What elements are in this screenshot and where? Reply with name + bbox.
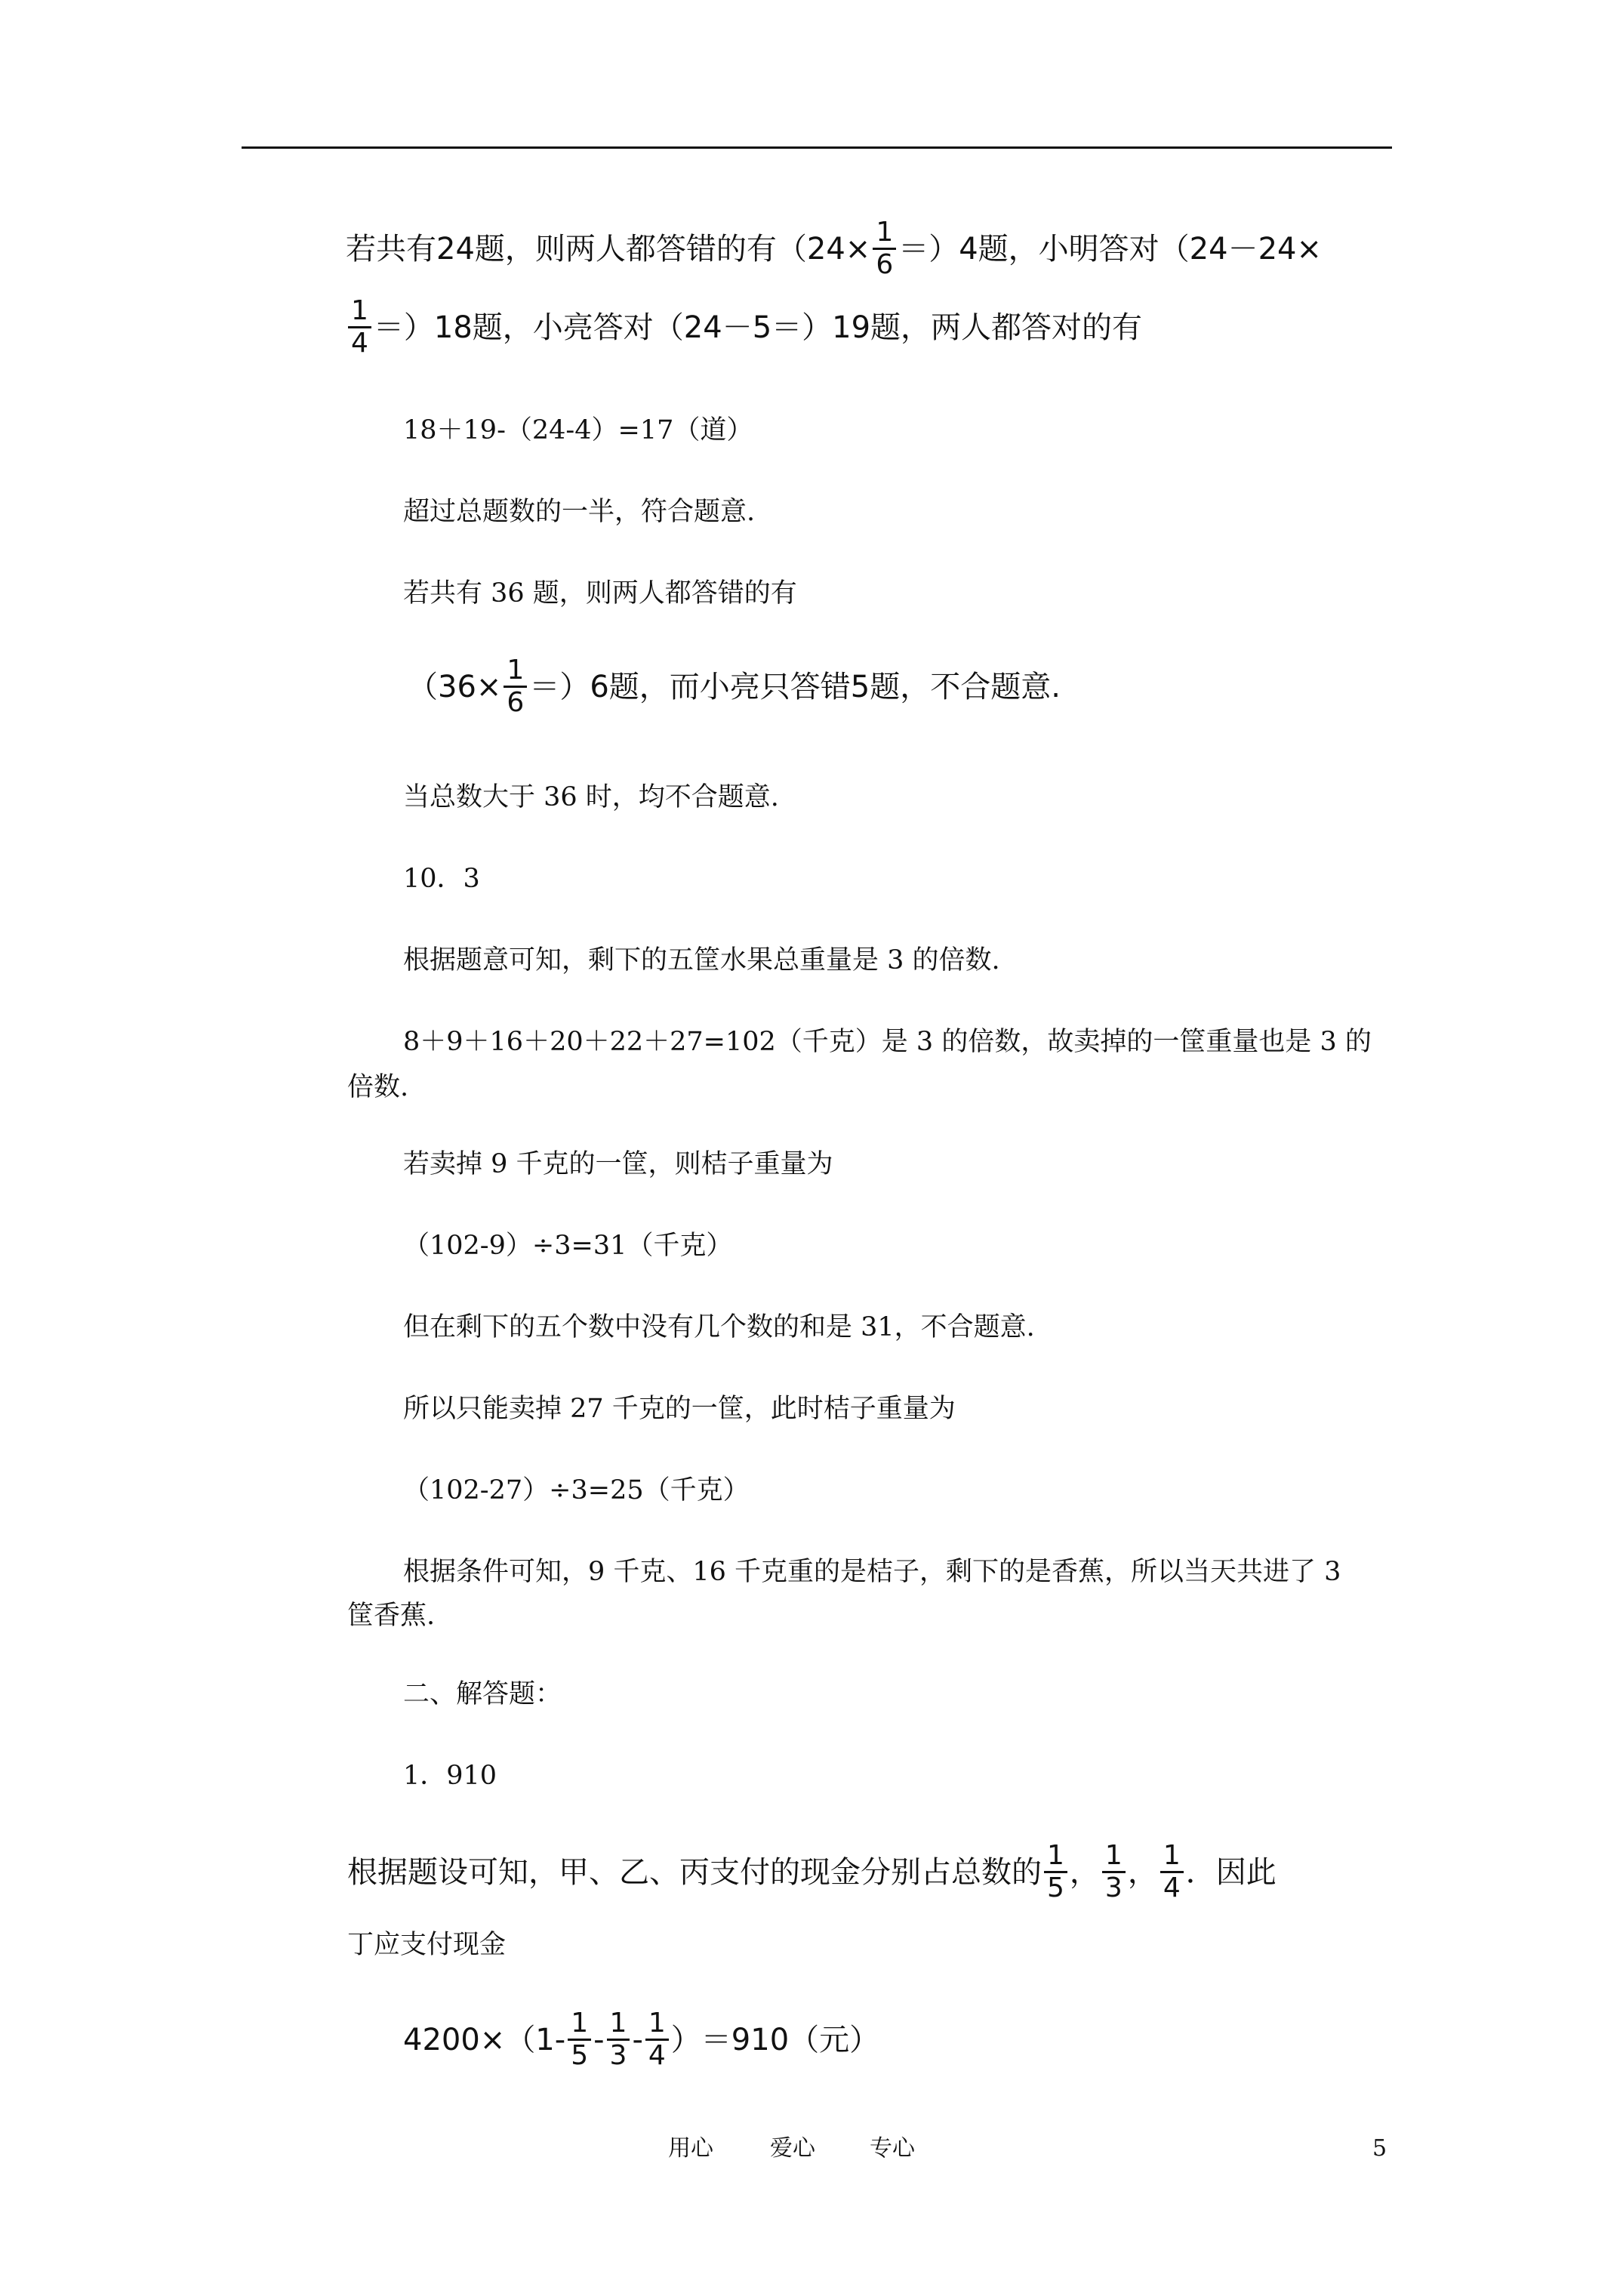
math-line-3 [408, 655, 1061, 718]
paragraph: 丁应支付现金 [347, 1930, 507, 1960]
fraction: $\frac{1}{4}$ [645, 2008, 669, 2071]
math-line-2 [346, 296, 1142, 359]
paragraph: 8＋9＋16＋20＋22＋27=102（千克）是 3 的倍数，故卖掉的一筐重量也是 3 的 [403, 1027, 1372, 1057]
fraction: $\frac{1}{6}$ [873, 217, 896, 280]
math-line-1 [346, 217, 1322, 280]
fraction: $\frac{1}{4}$ [1160, 1841, 1184, 1903]
math-text: - [632, 2022, 643, 2057]
footer-motto-1: 用心 [668, 2135, 713, 2162]
paragraph: 超过总题数的一半，符合题意. [403, 497, 756, 527]
fraction: $\frac{1}{3}$ [1102, 1841, 1126, 1903]
math-text: 4200×（1- [403, 2022, 566, 2057]
footer-motto-3: 专心 [870, 2135, 915, 2162]
paragraph: 10．3 [403, 864, 480, 894]
math-text: （36× [408, 669, 502, 704]
math-text: ， [1069, 1854, 1100, 1890]
paragraph: 根据题意可知，剩下的五筐水果总重量是 3 的倍数. [403, 945, 1000, 975]
math-text: ．因此 [1185, 1854, 1277, 1890]
page-number: 5 [1372, 2135, 1387, 2162]
math-text: ＝）18题，小亮答对（24－5＝）19题，两人都答对的有 [373, 310, 1143, 345]
math-text: - [593, 2022, 605, 2057]
math-text: ＝）6题，而小亮只答错5题，不合题意. [529, 669, 1061, 704]
math-text: ）＝910（元） [670, 2022, 880, 2057]
math-line-5 [403, 2008, 879, 2071]
math-text: 若共有24题，则两人都答错的有（24× [346, 231, 871, 267]
paragraph: 倍数. [347, 1072, 409, 1102]
paragraph: 当总数大于 36 时，均不合题意. [403, 782, 779, 812]
paragraph: 但在剩下的五个数中没有几个数的和是 31，不合题意. [403, 1312, 1035, 1342]
section-heading: 二、解答题： [403, 1679, 562, 1709]
fraction: $\frac{1}{5}$ [1044, 1841, 1067, 1903]
math-text: ， [1127, 1854, 1158, 1890]
paragraph: 若卖掉 9 千克的一筐，则桔子重量为 [403, 1149, 833, 1179]
fraction: $\frac{1}{3}$ [607, 2008, 630, 2071]
math-text: 根据题设可知，甲、乙、丙支付的现金分别占总数的 [347, 1854, 1042, 1890]
fraction: $\frac{1}{6}$ [504, 655, 527, 718]
math-text: ＝）4题，小明答对（24－24× [898, 231, 1322, 267]
paragraph: 筐香蕉. [347, 1601, 436, 1631]
paragraph: 若共有 36 题，则两人都答错的有 [403, 578, 797, 609]
paragraph: 1．910 [403, 1761, 497, 1791]
fraction: $\frac{1}{5}$ [568, 2008, 591, 2071]
footer-motto-2: 爱心 [770, 2135, 815, 2162]
paragraph: （102-9）÷3=31（千克） [403, 1231, 733, 1261]
paragraph: 根据条件可知，9 千克、16 千克重的是桔子，剩下的是香蕉，所以当天共进了 3 [403, 1557, 1341, 1587]
paragraph: 18＋19-（24-4）=17（道） [403, 415, 753, 445]
paragraph: 所以只能卖掉 27 千克的一筐，此时桔子重量为 [403, 1394, 956, 1424]
header-rule [242, 146, 1392, 149]
fraction: $\frac{1}{4}$ [348, 296, 371, 359]
paragraph: （102-27）÷3=25（千克） [403, 1475, 750, 1505]
math-line-4 [347, 1841, 1277, 1903]
